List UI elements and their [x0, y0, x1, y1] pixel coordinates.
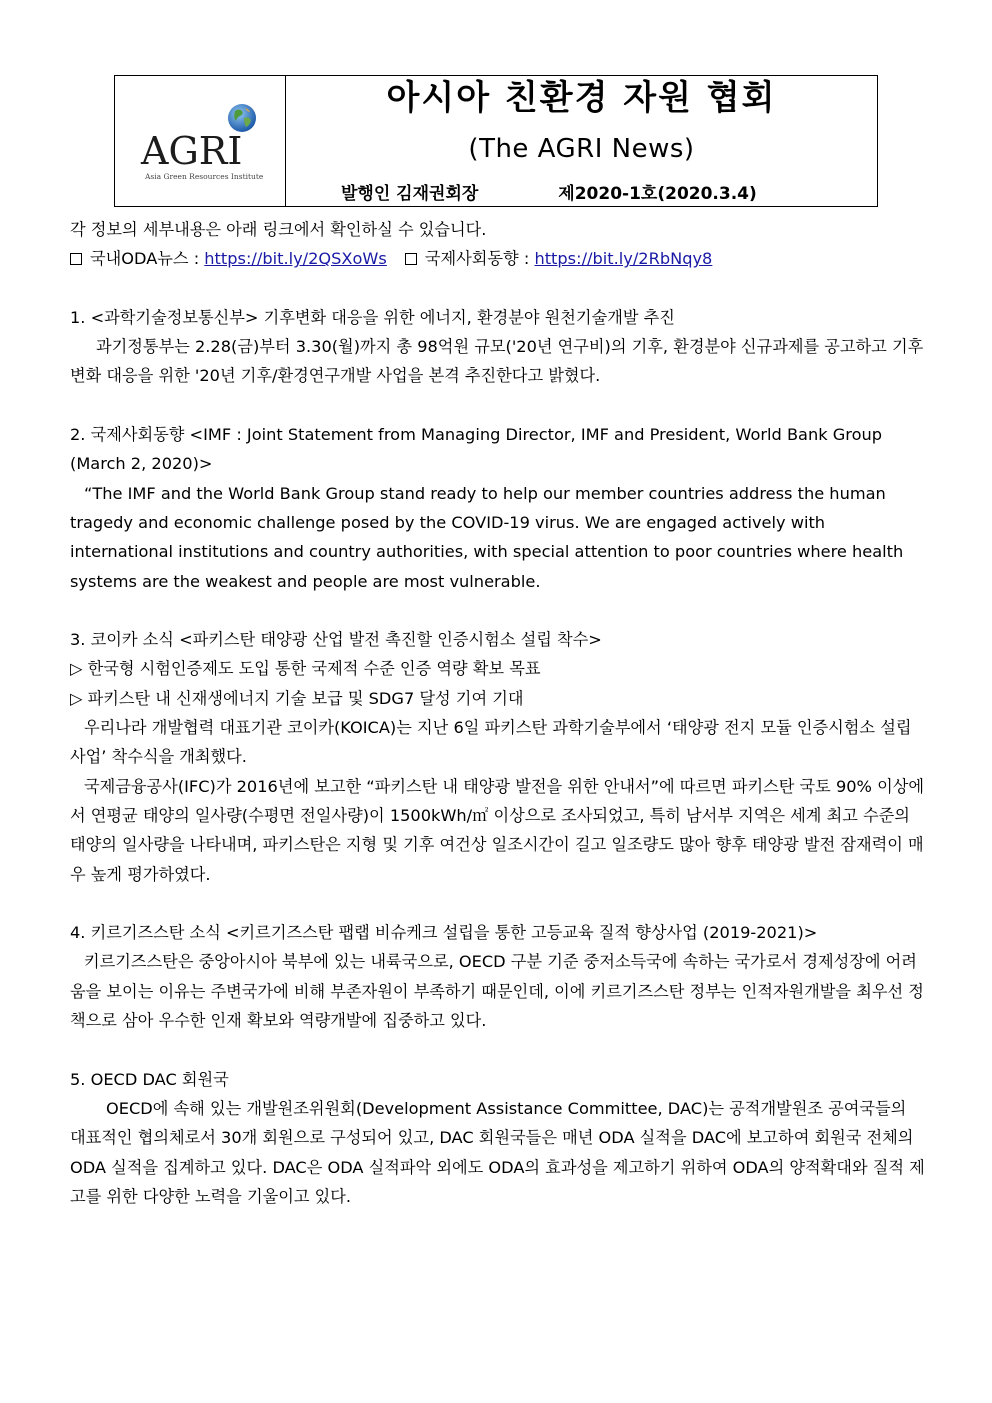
checkbox-square-icon [405, 253, 417, 265]
checkbox-square-icon [70, 253, 82, 265]
link2-label: 국제사회동향 : [424, 249, 535, 269]
issue-number: 제2020-1호(2020.3.4) [558, 184, 757, 204]
international-trends-link[interactable]: https://bit.ly/2RbNqy8 [534, 249, 713, 269]
intro-line: 각 정보의 세부내용은 아래 링크에서 확인하실 수 있습니다. [70, 220, 487, 239]
publisher: 발행인 김재권회장 [341, 184, 479, 204]
section-1-heading: 1. <과학기술정보통신부> 기후변화 대응을 위한 에너지, 환경분야 원천기술개발 추진 [70, 307, 675, 327]
section-1-body: 과기정통부는 2.28(금)부터 3.30(월)까지 총 98억원 규모('20년 연구비)의 기후, 환경분야 신규과제를 공고하고 기후변화 대응을 위한 '20년 기후/환경연구개발 사업을 본격 추진한다고 밝혔다. [70, 337, 924, 386]
section-3-bullet-1: ▷ 한국형 시험인증제도 도입 통한 국제적 수준 인증 역량 확보 목표 [70, 659, 541, 679]
logo-area [115, 76, 286, 206]
logo-tagline: Asia Green Resources Institute [145, 172, 264, 181]
organization-title: 아시아 친환경 자원 협회 [386, 78, 777, 118]
newsletter-name: (The AGRI News) [468, 134, 695, 164]
publication-line [341, 179, 757, 204]
links-line [70, 244, 925, 273]
newsletter-body [70, 215, 925, 1211]
link1-label: 국내ODA뉴스 : [90, 249, 205, 269]
section-5-heading: 5. OECD DAC 회원국 [70, 1069, 229, 1089]
newsletter-header [114, 75, 878, 207]
section-2-body: “The IMF and the World Bank Group stand ready to help our member countries address the human tragedy and economic challenge posed by the COVID-19 virus. We are engaged actively with international institutions and country authorities, with special attention to poor countries where health systems are the weakest and people are most vulnerable. [70, 483, 904, 591]
section-4-heading: 4. 키르기즈스탄 소식 <키르기즈스탄 팹랩 비슈케크 설립을 통한 고등교육 질적 향상사업 (2019-2021)> [70, 923, 818, 943]
section-2-heading: 2. 국제사회동향 <IMF : Joint Statement from Managing Director, IMF and President, World Bank Group (March 2, 2020)> [70, 425, 883, 474]
title-area [286, 76, 877, 206]
section-3-body-1: 우리나라 개발협력 대표기관 코이카(KOICA)는 지난 6일 파키스탄 과학기술부에서 ‘태양광 전지 모듈 인증시험소 설립사업’ 착수식을 개최했다. [70, 718, 912, 767]
domestic-oda-news-link[interactable]: https://bit.ly/2QSXoWs [204, 249, 387, 269]
logo-wordmark: AGRI [141, 129, 243, 173]
section-5-body: OECD에 속해 있는 개발원조위원회(Development Assistance Committee, DAC)는 공적개발원조 공여국들의 대표적인 협의체로서 30개 회원으로 구성되어 있고, DAC 회원국들은 매년 ODA 실적을 DAC에 보고하여 회원국 전체의 ODA 실적을 집계하고 있다. DAC은 ODA 실적파악 외에도 ODA의 효과성을 제고하기 위하여 ODA의 양적확대와 질적 제고를 위한 다양한 노력을 기울이고 있다. [70, 1098, 925, 1206]
section-3-body-2: 국제금융공사(IFC)가 2016년에 보고한 “파키스탄 내 태양광 발전을 위한 안내서”에 따르면 파키스탄 국토 90% 이상에서 연평균 태양의 일사량(수평면 전일사량)이 1500kWh/㎡ 이상으로 조사되었고, 특히 남서부 지역은 세계 최고 수준의 태양의 일사량을 나타내며, 파키스탄은 지형 및 기후 여건상 일조시간이 길고 일조량도 많아 향후 태양광 발전 잠재력이 매우 높게 평가하였다. [70, 776, 924, 884]
section-3-bullet-2: ▷ 파키스탄 내 신재생에너지 기술 보급 및 SDG7 달성 기여 기대 [70, 688, 524, 708]
section-3-heading: 3. 코이카 소식 <파키스탄 태양광 산업 발전 촉진할 인증시험소 설립 착수> [70, 630, 602, 650]
section-4-body: 키르기즈스탄은 중앙아시아 북부에 있는 내륙국으로, OECD 구분 기준 중저소득국에 속하는 국가로서 경제성장에 어려움을 보이는 이유는 주변국가에 비해 부존자원이 부족하기 때문인데, 이에 키르기즈스탄 정부는 인적자원개발을 최우선 정책으로 삼아 우수한 인재 확보와 역량개발에 집중하고 있다. [70, 952, 924, 1031]
